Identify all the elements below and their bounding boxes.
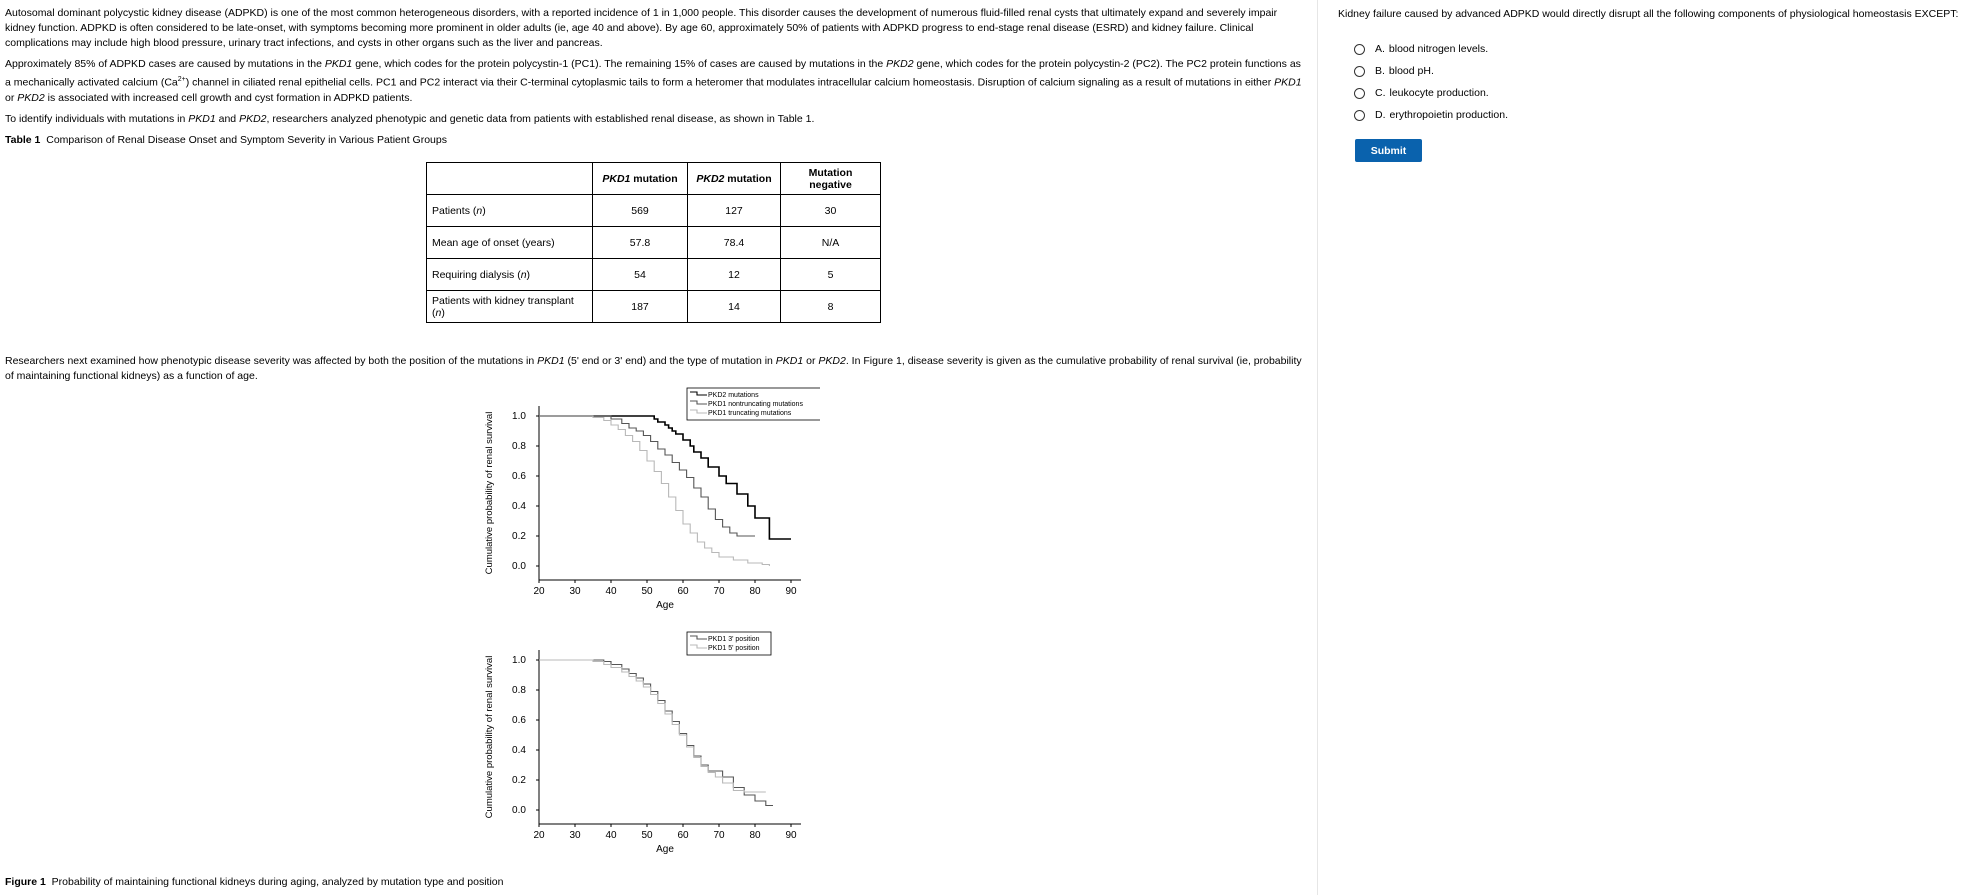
- x-tick-label: 50: [641, 586, 653, 597]
- table-header-pkd1: PKD1 mutation: [593, 163, 688, 195]
- passage-paragraph-2: Approximately 85% of ADPKD cases are caused by mutations in the PKD1 gene, which codes for the protein polycystin-1 (PC1). The remaining 15% of cases are caused by mutations in the PKD2 gene, which codes for the protein polycystin-2 (PC2). The PC2 protein functions as a mechanically activated calcium $(Ca^{2+})$ channel in ciliated renal epithelial cells. PC1 and PC2 interact via their C-terminal cytoplasmic tails to form a heteromer that modulates intracellular calcium homeostasis. Disruption of calcium signaling as a result of mutations in either PKD1 or PKD2 is associated with increased cell growth and cyst formation in ADPKD patients.: [5, 58, 1302, 104]
- legend-label: PKD2 mutations: [708, 392, 759, 399]
- passage-text: [5, 6, 1305, 154]
- legend-label: PKD1 nontruncating mutations: [708, 401, 803, 408]
- table-row: [427, 291, 881, 323]
- x-tick-label: 90: [785, 830, 797, 841]
- x-axis-label: Age: [656, 844, 674, 855]
- table-row-label: Mean age of onset (years): [427, 227, 593, 259]
- option-letter: B.: [1375, 65, 1385, 77]
- y-tick-label: 0.8: [512, 685, 526, 696]
- legend-label: PKD1 3' position: [708, 636, 760, 643]
- table-header-negative: Mutation negative: [781, 163, 881, 195]
- passage-paragraph-4: Researchers next examined how phenotypic disease severity was affected by both the position of the mutations in PKD1 (5' end or 3' end) and the type of mutation in PKD1 or PKD2. In Figure 1, disease severity is given as the cumulative probability of renal survival (ie, probability of maintaining functional kidneys) as a function of age.: [5, 354, 1302, 382]
- answer-options: [1354, 38, 1508, 126]
- option-text: blood pH.: [1388, 65, 1434, 77]
- x-axis-label: Age: [656, 600, 674, 611]
- chart-panel-2: [484, 632, 801, 855]
- radio-button[interactable]: [1354, 44, 1365, 55]
- passage-paragraph-1: Autosomal dominant polycystic kidney disease (ADPKD) is one of the most common heterogeneous disorders, with a reported incidence of 1 in 1,000 people. This disorder causes the development of numerous fluid-filled renal cysts that ultimately expand and severely impair kidney function. ADPKD is often considered to be late-onset, with symptoms becoming more prominent in older adults (ie, age 40 and above). By age 60, approximately 50% of patients with ADPKD progress to end-stage renal disease (ESRD) and kidney failure. Clinical complications may include high blood pressure, urinary tract infections, and cysts in other organs such as the liver and pancreas.: [5, 7, 1278, 49]
- submit-button[interactable]: Submit: [1355, 139, 1422, 162]
- table-cell: 187: [593, 291, 688, 323]
- table-cell: 78.4: [688, 227, 781, 259]
- y-tick-label: 0.6: [512, 471, 526, 482]
- y-tick-label: 0.0: [512, 561, 526, 572]
- table-cell: 54: [593, 259, 688, 291]
- chart-panel-1: [484, 388, 820, 611]
- series-line: [539, 416, 791, 539]
- x-tick-label: 20: [533, 586, 545, 597]
- x-tick-label: 40: [605, 586, 617, 597]
- x-tick-label: 40: [605, 830, 617, 841]
- table-header-pkd2: PKD2 mutation: [688, 163, 781, 195]
- y-tick-label: 1.0: [512, 411, 526, 422]
- option-text: leukocyte production.: [1389, 87, 1489, 99]
- x-tick-label: 70: [713, 830, 725, 841]
- table-cell: 30: [781, 195, 881, 227]
- radio-button[interactable]: [1354, 110, 1365, 121]
- table-caption: Table 1 Comparison of Renal Disease Onset and Symptom Severity in Various Patient Groups: [5, 133, 447, 146]
- x-tick-label: 80: [749, 830, 761, 841]
- option-text: blood nitrogen levels.: [1388, 43, 1489, 55]
- y-tick-label: 0.4: [512, 745, 526, 756]
- y-tick-label: 0.4: [512, 501, 526, 512]
- x-tick-label: 20: [533, 830, 545, 841]
- option-letter: A.: [1375, 43, 1385, 55]
- x-tick-label: 30: [569, 830, 581, 841]
- figure-1-charts: [480, 384, 820, 874]
- table-header-blank: [427, 163, 593, 195]
- radio-button[interactable]: [1354, 88, 1365, 99]
- radio-button[interactable]: [1354, 66, 1365, 77]
- y-tick-label: 1.0: [512, 655, 526, 666]
- table-cell: 569: [593, 195, 688, 227]
- legend-label: PKD1 truncating mutations: [708, 410, 792, 417]
- table-row: [427, 195, 881, 227]
- option-d[interactable]: [1354, 104, 1508, 126]
- x-tick-label: 30: [569, 586, 581, 597]
- table-cell: 14: [688, 291, 781, 323]
- x-tick-label: 80: [749, 586, 761, 597]
- option-text: erythropoietin production.: [1389, 109, 1508, 121]
- y-tick-label: 0.2: [512, 775, 526, 786]
- option-a[interactable]: [1354, 38, 1508, 60]
- table-row-label: Patients with kidney transplant (n): [427, 291, 593, 323]
- x-tick-label: 60: [677, 830, 689, 841]
- table-row-label: Requiring dialysis (n): [427, 259, 593, 291]
- table-cell: 8: [781, 291, 881, 323]
- x-tick-label: 60: [677, 586, 689, 597]
- x-tick-label: 90: [785, 586, 797, 597]
- table-cell: 5: [781, 259, 881, 291]
- y-axis-label: Cumulative probability of renal survival: [484, 411, 495, 575]
- table-cell: 57.8: [593, 227, 688, 259]
- x-tick-label: 70: [713, 586, 725, 597]
- y-axis-label: Cumulative probability of renal survival: [484, 655, 495, 819]
- y-tick-label: 0.6: [512, 715, 526, 726]
- figure-caption: Figure 1 Probability of maintaining functional kidneys during aging, analyzed by mutation type and position: [5, 876, 504, 888]
- option-letter: C.: [1375, 87, 1386, 99]
- y-tick-label: 0.0: [512, 805, 526, 816]
- question-stem: Kidney failure caused by advanced ADPKD would directly disrupt all the following components of physiological homeostasis EXCEPT:: [1338, 8, 1959, 20]
- table-row: [427, 259, 881, 291]
- x-tick-label: 50: [641, 830, 653, 841]
- table-cell: 12: [688, 259, 781, 291]
- series-line: [539, 416, 769, 566]
- series-line: [539, 660, 766, 792]
- option-c[interactable]: [1354, 82, 1508, 104]
- table-row: [427, 227, 881, 259]
- passage-paragraph-3: To identify individuals with mutations in PKD1 and PKD2, researchers analyzed phenotypic and genetic data from patients with established renal disease, as shown in Table 1.: [5, 112, 815, 125]
- legend-label: PKD1 5' position: [708, 645, 760, 652]
- option-letter: D.: [1375, 109, 1386, 121]
- option-b[interactable]: [1354, 60, 1508, 82]
- table-header-row: [427, 163, 881, 195]
- series-line: [539, 660, 773, 806]
- table-row-label: Patients (n): [427, 195, 593, 227]
- question-pane: [1319, 0, 1977, 895]
- y-tick-label: 0.8: [512, 441, 526, 452]
- data-table: [426, 162, 881, 323]
- table-cell: 127: [688, 195, 781, 227]
- y-tick-label: 0.2: [512, 531, 526, 542]
- table-cell: N/A: [781, 227, 881, 259]
